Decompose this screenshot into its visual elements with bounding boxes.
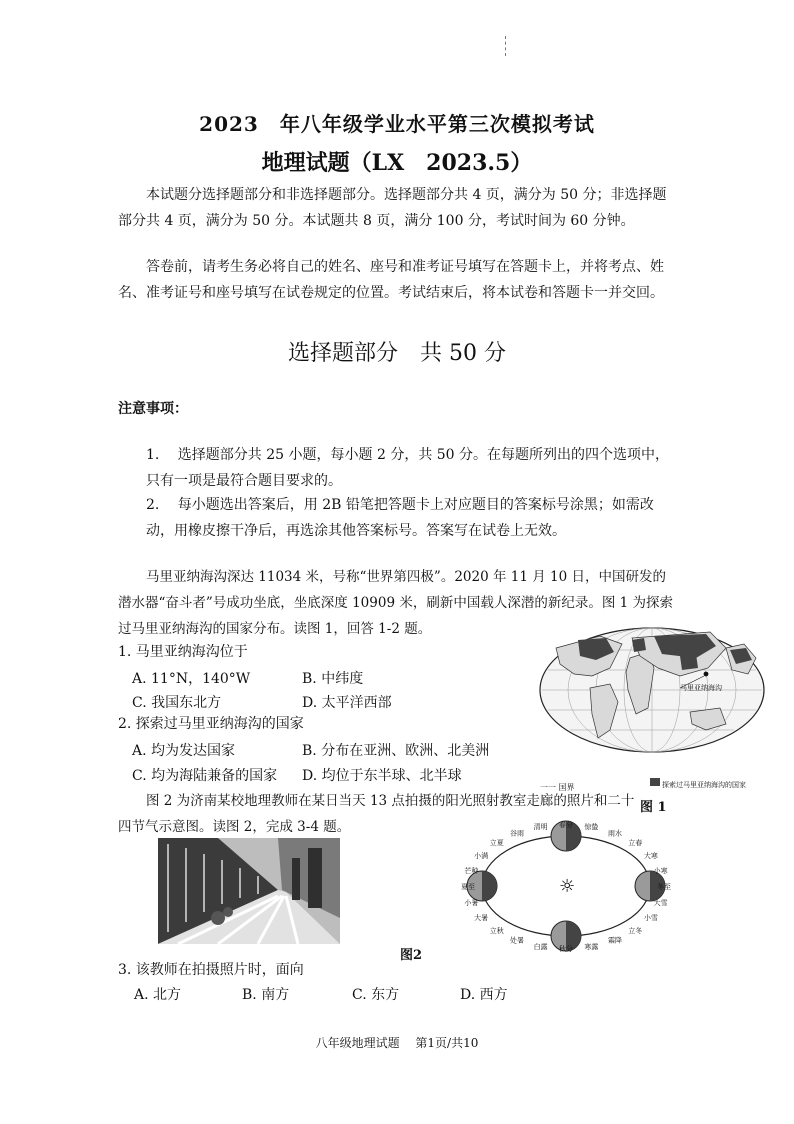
- q3-option-b: B. 南方: [242, 987, 290, 1003]
- trench-label: 马里亚纳海沟: [680, 684, 722, 692]
- solar-term-label: 谷雨: [510, 829, 524, 838]
- figure-1-world-map: [530, 618, 780, 790]
- earth-night-side: [482, 871, 497, 901]
- question-3-stem: 3. 该教师在拍摄照片时，面向: [118, 962, 304, 978]
- legend-swatch: [650, 778, 660, 786]
- solar-term-label: 春分: [559, 821, 573, 829]
- solar-term-label: 秋分: [559, 945, 573, 953]
- solar-term-label: 立春: [628, 839, 643, 848]
- notice-item-1: 1. 选择题部分共 25 小题，每小题 2 分，共 50 分。在每题所列出的四个选项中，只有一项是最符合题目要求的。: [146, 447, 670, 489]
- solar-term-label: 处暑: [510, 936, 524, 945]
- q3-option-a: A. 北方: [134, 987, 182, 1003]
- intro-paragraph-2: 答卷前，请考生务必将自己的姓名、座号和准考证号填写在答题卡上，并将考点、姓名、准考证号和座号填写在试卷规定的位置。考试结束后，将本试卷和答题卡一并交回。: [118, 259, 664, 301]
- solar-term-label: 白露: [533, 942, 548, 951]
- solar-term-label: 寒露: [584, 942, 599, 951]
- solar-terms-diagram: [448, 812, 684, 960]
- q1-option-a: A. 11°N，140°W: [132, 671, 251, 687]
- solar-term-label: 立冬: [628, 926, 643, 935]
- question-2-stem: 2. 探索过马里亚纳海沟的国家: [118, 716, 304, 732]
- solar-term-label: 惊蛰: [584, 823, 599, 832]
- page-footer: 八年级地理试题 第1页/共10: [315, 1036, 479, 1050]
- solar-term-label: 霜降: [608, 936, 622, 945]
- q2-option-a: A. 均为发达国家: [132, 743, 236, 759]
- q2-option-c: C. 均为海陆兼备的国家: [132, 768, 278, 784]
- solar-term-label: 清明: [533, 823, 548, 832]
- passage-1: 马里亚纳海沟深达 11034 米，号称“世界第四极”。2020 年 11 月 10 日，中国研发的潜水器“奋斗者”号成功坐底，坐底深度 10909 米，刷新中国载人深潜的新纪录。图 1 为探索过马里亚纳海沟的国家分布。读图 1，回答 1-2 题。: [118, 569, 674, 637]
- solar-term-label: 立秋: [489, 926, 504, 935]
- sun-icon: ☼: [559, 876, 576, 897]
- q2-option-d: D. 均位于东半球、北半球: [302, 768, 462, 784]
- legend-explored: 探索过马里亚纳海沟的国家: [662, 781, 746, 789]
- subject-title: 地理试题（LX 2023.5）: [261, 150, 533, 176]
- solar-term-label: 小满: [474, 852, 489, 860]
- q3-option-d: D. 西方: [460, 987, 508, 1003]
- passage-2: 图 2 为济南某校地理教师在某日当天 13 点拍摄的阳光照射教室走廊的照片和二十四节气示意图。读图 2，完成 3-4 题。: [118, 793, 635, 835]
- solar-term-label: 立夏: [489, 839, 504, 848]
- fold-mark: [505, 36, 506, 56]
- solar-term-label: 大暑: [474, 914, 489, 922]
- q2-option-b: B. 分布在亚洲、欧洲、北美洲: [302, 743, 490, 759]
- solar-term-label: 大雪: [653, 899, 668, 908]
- solar-term-label: 大寒: [643, 852, 658, 860]
- question-1-stem: 1. 马里亚纳海沟位于: [118, 644, 248, 660]
- solar-term-label: 小寒: [653, 866, 668, 875]
- solar-term-label: 小雪: [643, 914, 658, 922]
- solar-term-label: 雨水: [608, 829, 622, 838]
- figure-2-caption: 图2: [400, 948, 423, 963]
- q3-option-c: C. 东方: [352, 987, 400, 1003]
- intro-paragraph-1: 本试题分选择题部分和非选择题部分。选择题部分共 4 页，满分为 50 分；非选择题部分共 4 页，满分为 50 分。本试题共 8 页，满分 100 分，考试时间为 60 分钟。: [118, 187, 667, 229]
- solar-term-label: 夏至: [461, 883, 475, 891]
- exam-title: 2023 年八年级学业水平第三次模拟考试: [199, 112, 595, 136]
- legend-border: 一一 国界: [540, 783, 575, 792]
- q1-option-b: B. 中纬度: [302, 671, 364, 687]
- corridor-photo: [158, 838, 340, 944]
- notice-item-2: 2. 每小题选出答案后，用 2B 铅笔把答题卡上对应题目的答案标号涂黑；如需改动，用橡皮擦干净后，再选涂其他答案标号。答案写在试卷上无效。: [146, 497, 654, 539]
- q1-option-c: C. 我国东北方: [132, 695, 222, 711]
- solar-term-label: 冬至: [657, 883, 671, 891]
- q1-option-d: D. 太平洋西部: [302, 695, 392, 711]
- section-title: 选择题部分 共 50 分: [288, 341, 506, 366]
- figure-1-caption: 图 1: [640, 800, 667, 815]
- notice-heading: 注意事项：: [118, 401, 188, 417]
- solar-term-label: 芒种: [464, 866, 479, 875]
- solar-term-label: 小暑: [464, 899, 479, 908]
